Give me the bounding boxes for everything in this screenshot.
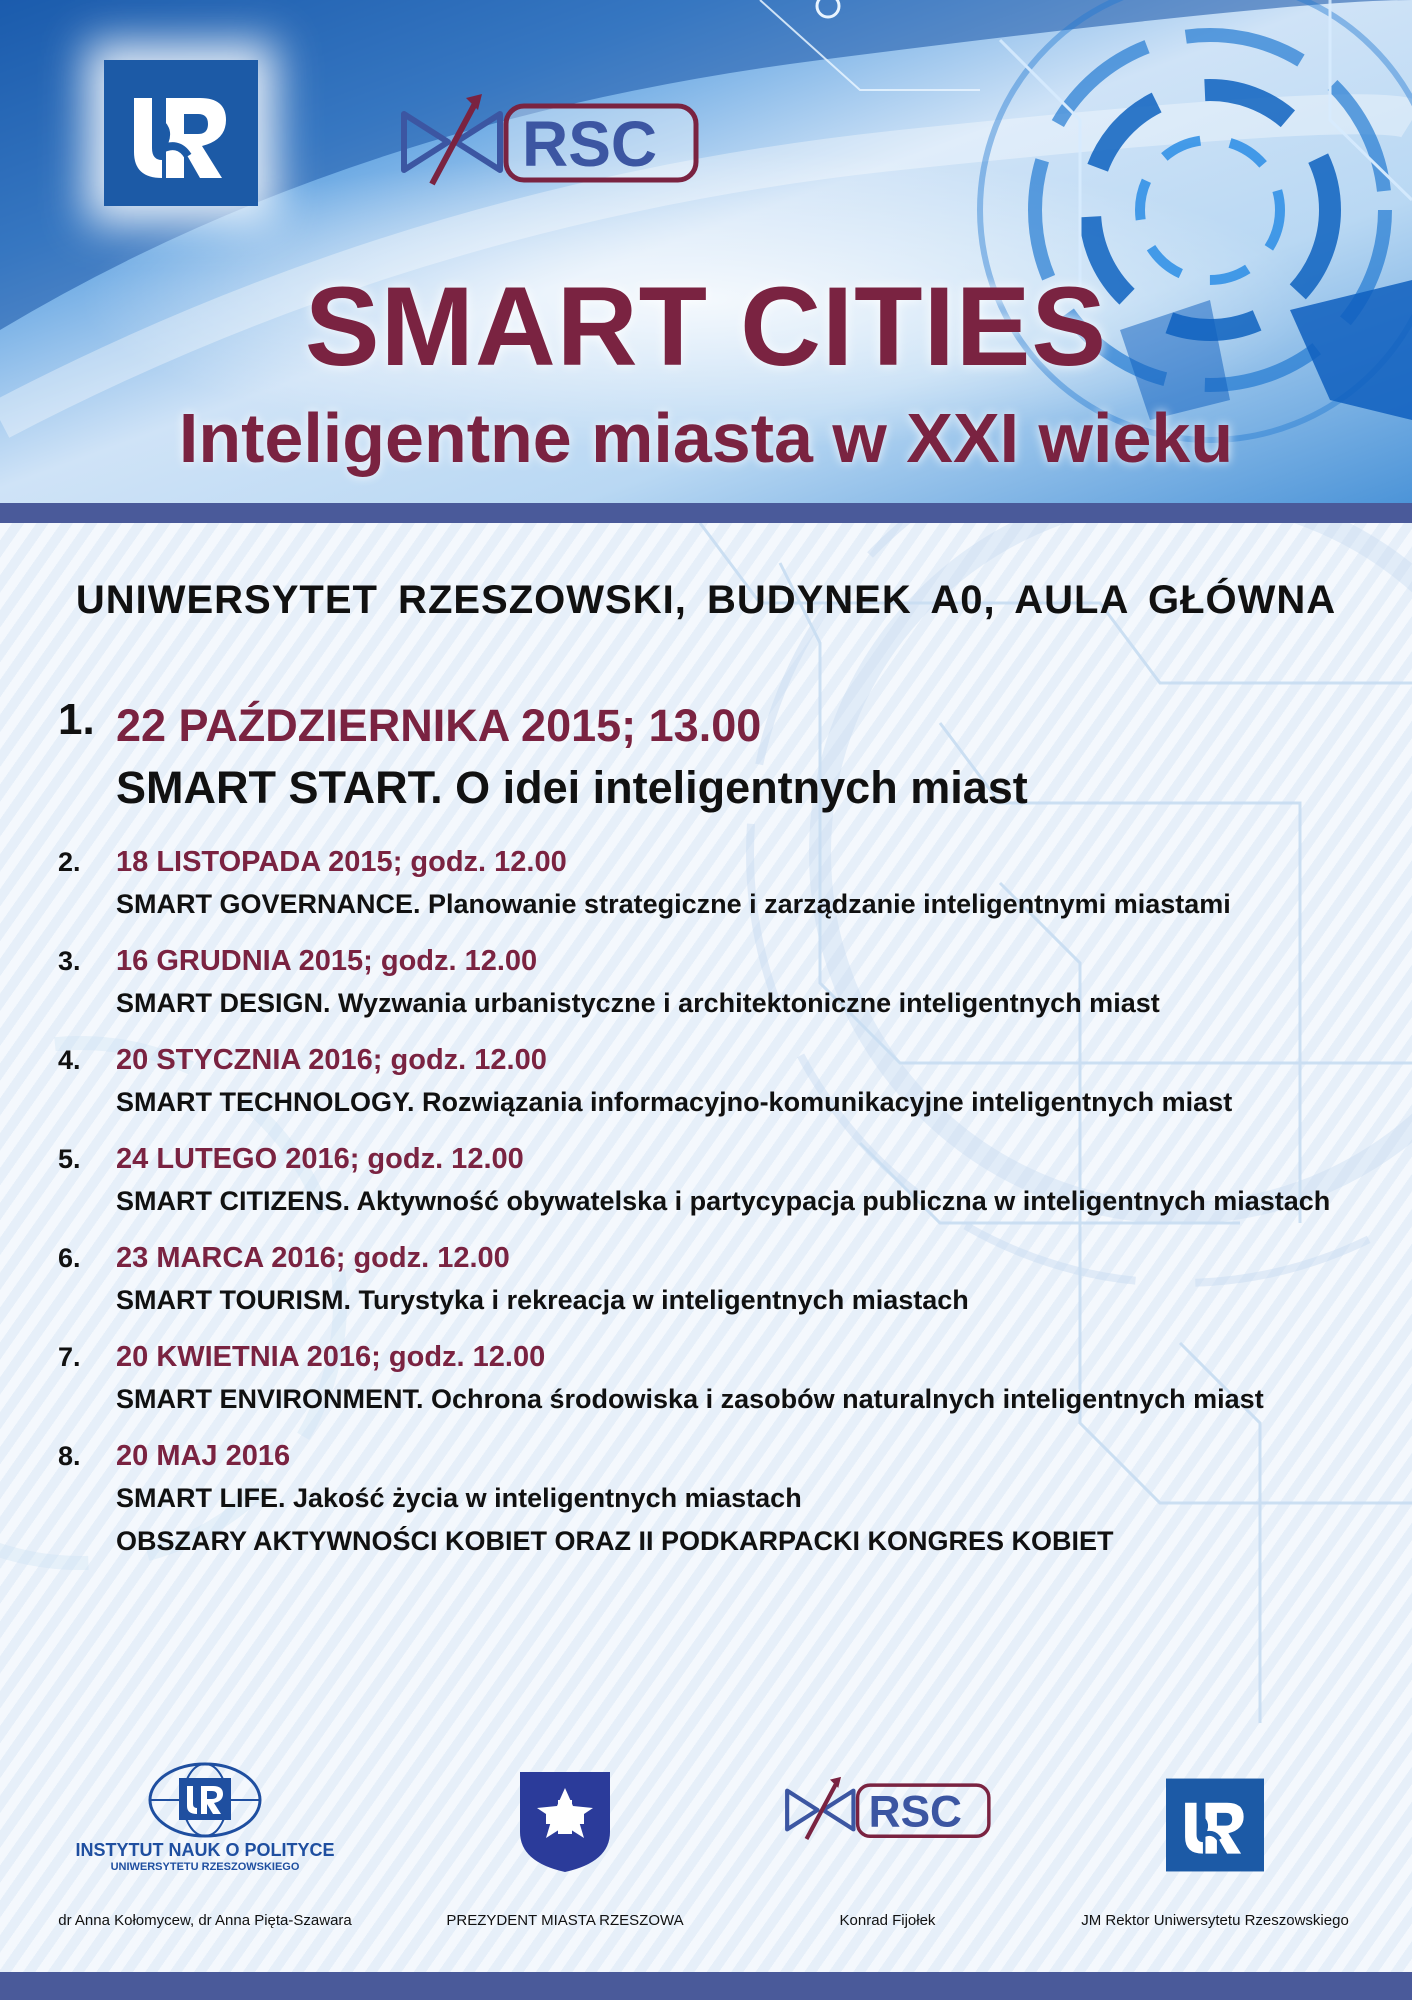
event-item-4 (58, 1039, 1378, 1124)
rzeszow-coat-of-arms-icon (518, 1770, 612, 1874)
header-divider-band (0, 503, 1412, 523)
event-number: 8. (58, 1441, 81, 1471)
header-banner (0, 0, 1412, 503)
event-list (58, 695, 1378, 1577)
event-title: SMART CITIZENS. Aktywność obywatelska i partycypacja publiczna w inteligentnych miastach (116, 1186, 1331, 1216)
event-date: 18 LISTOPADA 2015; godz. 12.00 (116, 846, 567, 878)
event-title: SMART TOURISM. Turystyka i rekreacja w inteligentnych miastach (116, 1285, 969, 1315)
event-number: 4. (58, 1045, 81, 1075)
event-number: 6. (58, 1243, 81, 1273)
ur-logo (104, 60, 258, 206)
sponsor-rsc (760, 1770, 1015, 1930)
event-item-1 (58, 695, 1378, 819)
ur-logo-small (1166, 1778, 1264, 1872)
page-subtitle: Inteligentne miasta w XXI wieku (178, 399, 1234, 477)
rsc-logo-small (783, 1770, 993, 1850)
event-date: 22 PAŹDZIERNIKA 2015; 13.00 (116, 700, 762, 751)
event-number: 1. (58, 695, 95, 744)
inp-subname: UNIWERSYTETU RZESZOWSKIEGO (110, 1861, 300, 1873)
footer-band (0, 1972, 1412, 2000)
event-date: 23 MARCA 2016; godz. 12.00 (116, 1242, 510, 1274)
rsc-logo-text: RSC (522, 108, 658, 180)
event-date: 16 GRUDNIA 2015; godz. 12.00 (116, 945, 538, 977)
venue-heading: UNIWERSYTET RZESZOWSKI, BUDYNEK A0, AULA GŁÓWNA (75, 578, 1337, 622)
event-title: SMART LIFE. Jakość życia w inteligentnych miastach (116, 1483, 802, 1513)
event-number: 5. (58, 1144, 81, 1174)
event-date: 20 STYCZNIA 2016; godz. 12.00 (116, 1044, 547, 1076)
page-title: SMART CITIES (304, 264, 1108, 389)
event-title: SMART GOVERNANCE. Planowanie strategiczne i zarządzanie inteligentnymi miastami (116, 889, 1231, 919)
rsc-small-text: RSC (868, 1787, 962, 1837)
event-title: SMART ENVIRONMENT. Ochrona środowiska i zasobów naturalnych inteligentnych miast (116, 1384, 1264, 1414)
city-caption: PREZYDENT MIASTA RZESZOWA (446, 1912, 684, 1929)
event-item-8 (58, 1435, 1378, 1563)
event-item-2 (58, 841, 1378, 926)
rsc-logo (398, 92, 702, 192)
event-title: SMART TECHNOLOGY. Rozwiązania informacyjno-komunikacyjne inteligentnych miast (116, 1087, 1233, 1117)
event-number: 2. (58, 847, 81, 877)
event-date: 20 KWIETNIA 2016; godz. 12.00 (116, 1341, 546, 1373)
event-title: SMART DESIGN. Wyzwania urbanistyczne i architektoniczne inteligentnych miast (116, 988, 1160, 1018)
event-date: 24 LUTEGO 2016; godz. 12.00 (116, 1143, 524, 1175)
event-title: SMART START. O idei inteligentnych miast (116, 762, 1028, 813)
inp-name: INSTYTUT NAUK O POLITYCE (75, 1840, 335, 1860)
sponsor-inp (40, 1760, 370, 1930)
sponsor-ur (1060, 1770, 1370, 1930)
event-date: 20 MAJ 2016 (116, 1440, 291, 1472)
rsc-caption: Konrad Fijołek (839, 1912, 936, 1929)
inp-globe-logo (145, 1760, 265, 1840)
ur-caption: JM Rektor Uniwersytetu Rzeszowskiego (1081, 1912, 1349, 1929)
event-title-extra: OBSZARY AKTYWNOŚCI KOBIET ORAZ II PODKARPACKI KONGRES KOBIET (116, 1526, 1114, 1556)
event-number: 3. (58, 946, 81, 976)
event-item-6 (58, 1237, 1378, 1322)
event-item-7 (58, 1336, 1378, 1421)
inp-caption: dr Anna Kołomycew, dr Anna Pięta-Szawara (58, 1912, 352, 1929)
event-number: 7. (58, 1342, 81, 1372)
event-item-3 (58, 940, 1378, 1025)
sponsor-city (410, 1770, 720, 1930)
event-item-5 (58, 1138, 1378, 1223)
